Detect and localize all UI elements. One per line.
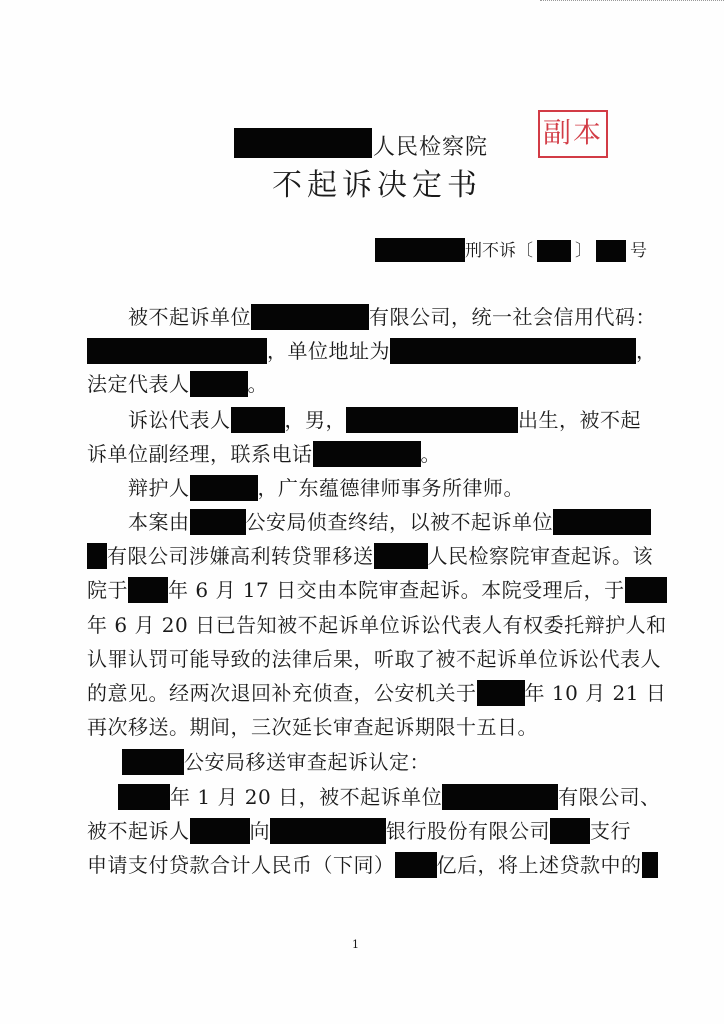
redaction xyxy=(190,818,250,844)
document-title: 不起诉决定书 xyxy=(272,168,482,203)
scan-edge-mark xyxy=(540,0,724,7)
text-line: 法定代表人 。 xyxy=(87,372,268,396)
redaction xyxy=(87,543,107,569)
redaction xyxy=(477,680,525,706)
document-number: 刑不诉〔 〕 号 xyxy=(375,238,647,263)
text-line: 公安局移送审查起诉认定： xyxy=(122,748,430,776)
redaction xyxy=(190,371,248,397)
text-line: 有限公司涉嫌高利转贷罪移送 人民检察院审查起诉。该 xyxy=(87,542,653,570)
redaction xyxy=(390,338,636,364)
text-line: 被不起诉人 向 银行股份有限公司 支行 xyxy=(87,819,631,843)
redaction xyxy=(190,475,258,501)
text-line: 院于 年 6 月 17 日交由本院审查起诉。本院受理后，于 xyxy=(87,576,667,604)
redaction xyxy=(313,441,421,467)
procuratorate-name: 人民检察院 xyxy=(373,135,489,160)
redaction xyxy=(122,749,184,775)
redaction xyxy=(550,818,590,844)
text-line: 再次移送。期间，三次延长审查起诉期限十五日。 xyxy=(87,715,538,739)
text-line: 的意见。经两次退回补充侦查，公安机关于 年 10 月 21 日 xyxy=(87,681,667,705)
redaction xyxy=(251,304,369,330)
text-line: 辩护人 ，广东蕴德律师事务所律师。 xyxy=(128,476,524,500)
redaction xyxy=(128,577,168,603)
text-line: 申请支付贷款合计人民币（下同） 亿后，将上述贷款中的 xyxy=(87,851,658,879)
redaction xyxy=(374,543,428,569)
page-number: 1 xyxy=(352,938,359,951)
redaction xyxy=(642,852,658,878)
redaction xyxy=(395,852,437,878)
redaction xyxy=(118,784,170,810)
redaction xyxy=(346,407,518,433)
text-line: 被不起诉单位 有限公司，统一社会信用代码： xyxy=(128,305,656,329)
redaction xyxy=(190,509,246,535)
redaction xyxy=(231,407,285,433)
redaction xyxy=(596,240,626,262)
text-line: 诉单位副经理，联系电话 。 xyxy=(87,442,441,466)
redaction xyxy=(553,509,651,535)
redaction xyxy=(270,818,386,844)
text-line: 年 6 月 20 日已告知被不起诉单位诉讼代表人有权委托辩护人和 xyxy=(87,613,667,637)
redaction xyxy=(87,338,267,364)
redaction xyxy=(375,238,465,262)
text-line: 本案由 公安局侦查终结，以被不起诉单位 xyxy=(128,508,651,536)
text-line: 年 1 月 20 日，被不起诉单位 有限公司、 xyxy=(118,783,661,811)
text-line: 认罪认罚可能导致的法律后果，听取了被不起诉单位诉讼代表人 xyxy=(87,647,661,671)
copy-stamp: 副本 xyxy=(538,110,608,158)
redaction xyxy=(234,128,372,158)
text-line: ，单位地址为 ， xyxy=(87,337,657,365)
redaction xyxy=(442,784,558,810)
redaction xyxy=(625,577,667,603)
text-line: 诉讼代表人 ，男， 出生，被不起 xyxy=(128,408,641,432)
redaction xyxy=(537,240,571,262)
